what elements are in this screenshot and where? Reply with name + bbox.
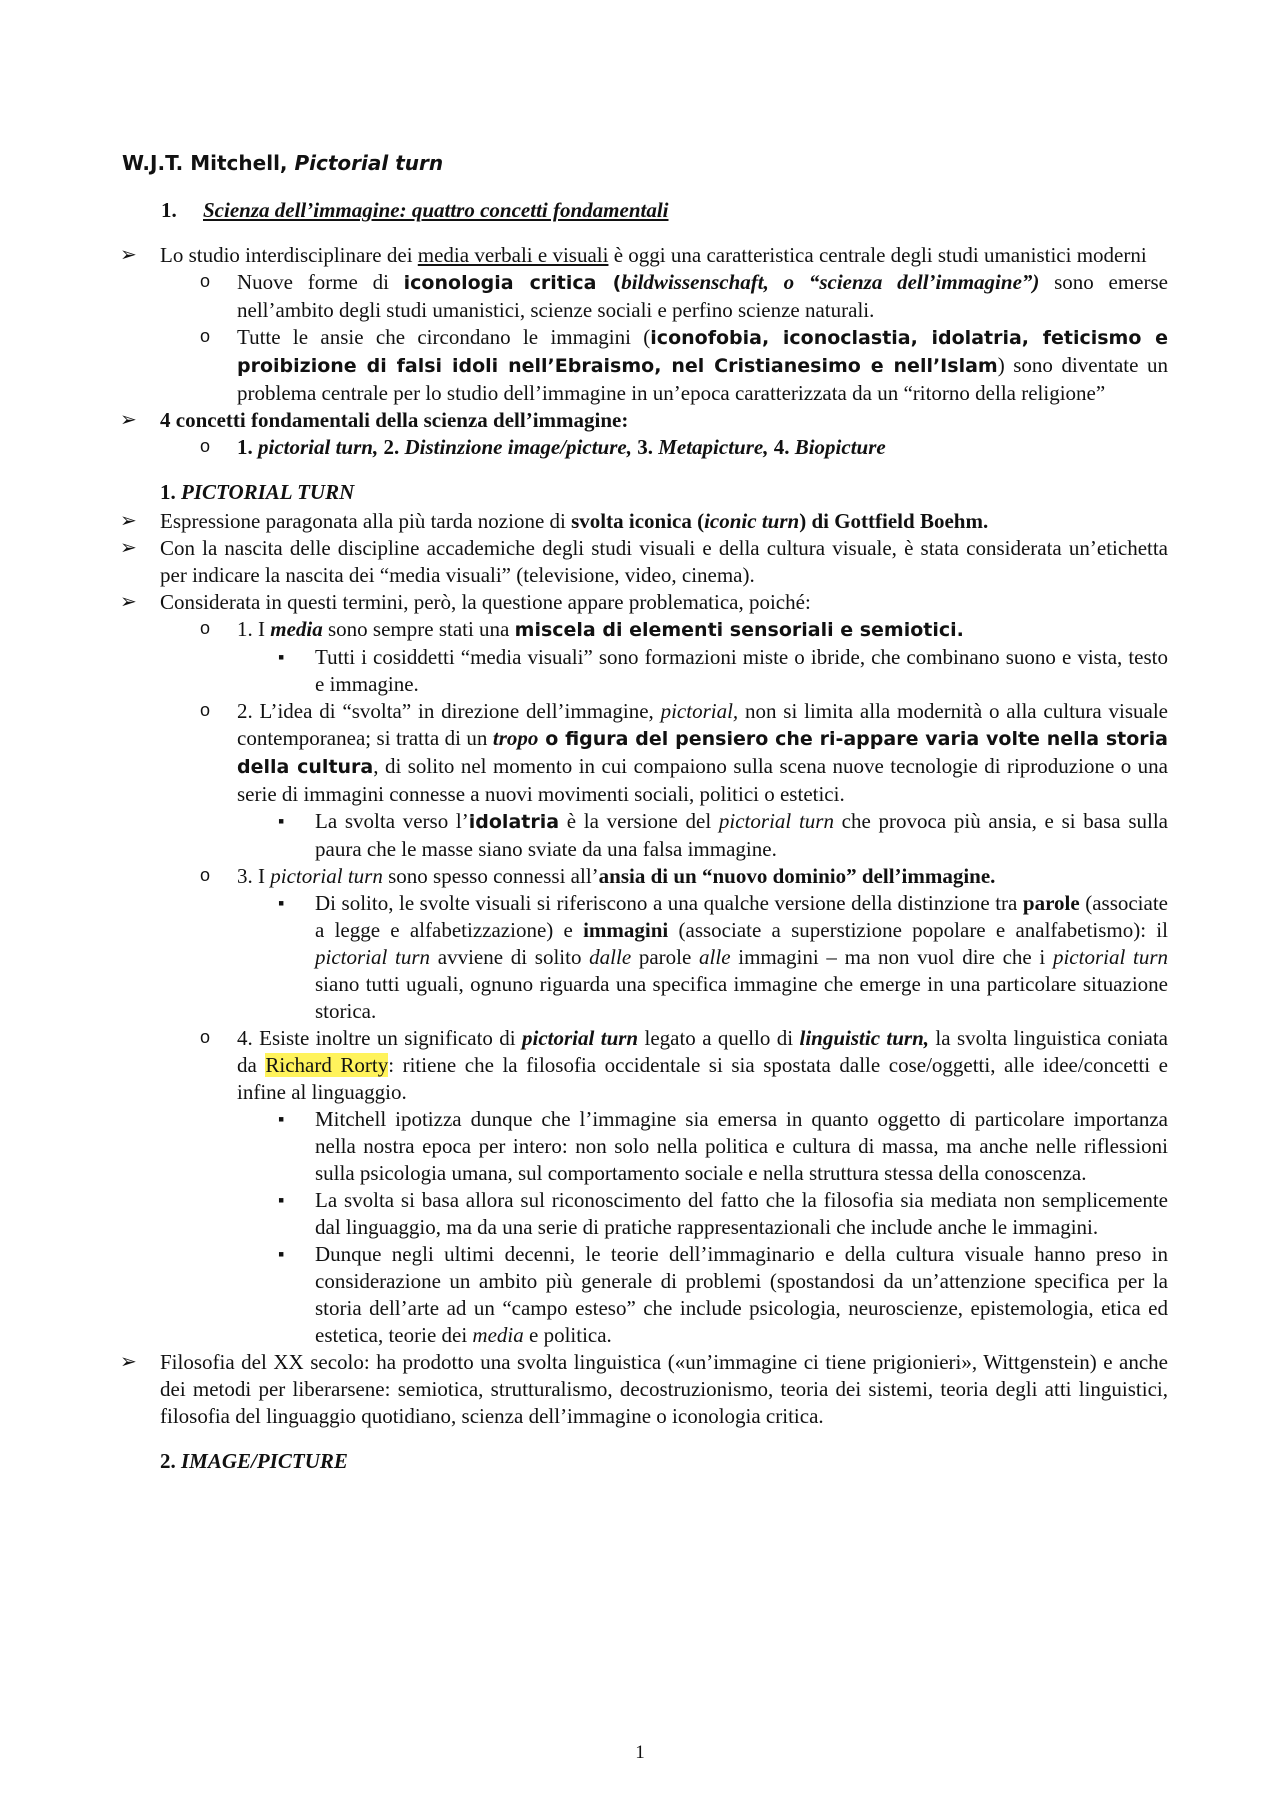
list-item: o Nuove forme di iconologia critica (bildwissenschaft, o “scienza dell’immagine”) sono emerse nell’ambito degli studi umanistici, scienze sociali e perfino scienze naturali. <box>160 269 1168 324</box>
list-item: ➢ Considerata in questi termini, però, la questione appare problematica, poiché: <box>120 589 1168 616</box>
list-item: o 1. I media sono sempre stati una miscela di elementi sensoriali e semiotici. <box>160 616 1168 644</box>
list-item: o 2. L’idea di “svolta” in direzione dell’immagine, pictorial, non si limita alla modernità o alla cultura visuale contemporanea; si tratta di un tropo o figura del pensiero che ri-appare varia volte nella storia della cultura, di solito nel momento in cui compaiono sulla scena nuove tecnologie di riproduzione o una serie di immagini connesse a nuovi movimenti sociali, politici o estetici. <box>160 698 1168 808</box>
list-item: ➢ Espressione paragonata alla più tarda nozione di svolta iconica (iconic turn) di Gottfield Boehm. <box>120 508 1168 535</box>
title-work: Pictorial turn <box>294 151 444 175</box>
list-item: o 3. I pictorial turn sono spesso connessi all’ansia di un “nuovo dominio” dell’immagine. <box>160 863 1168 890</box>
section-2-heading: 2. IMAGE/PICTURE <box>160 1449 348 1473</box>
pictorial-turn-heading: 1. PICTORIAL TURN <box>160 480 355 504</box>
section-1-number: 1. <box>161 198 177 222</box>
list-item: ➢ Con la nascita delle discipline accademiche degli studi visuali e della cultura visuale, è stata considerata un’etichetta per indicare la nascita dei “media visuali” (televisione, video, cinema). <box>120 535 1168 589</box>
title-author: W.J.T. Mitchell, <box>122 151 288 175</box>
highlighted-name: Richard Rorty <box>265 1053 389 1077</box>
list-item: ▪ Di solito, le svolte visuali si riferiscono a una qualche versione della distinzione tra parole (associate a legge e alfabetizzazione) e immagini (associate a superstizione popolare e analfabetismo): il pictorial turn avviene di solito dalle parole alle immagini – ma non vuol dire che i pictorial turn siano tutti uguali, ognuno riguarda una specifica immagine che emerge in una particolare situazione storica. <box>160 890 1168 1025</box>
page-number: 1 <box>635 1742 645 1763</box>
section-1-list <box>160 242 1168 461</box>
list-item: ▪ La svolta si basa allora sul riconoscimento del fatto che la filosofia sia mediata non semplicemente dal linguaggio, ma da una serie di pratiche rappresentazionali che include anche le immagini. <box>160 1187 1168 1241</box>
list-item: o 1. pictorial turn, 2. Distinzione image/picture, 3. Metapicture, 4. Biopicture <box>160 434 1168 461</box>
list-item: o 4. Esiste inoltre un significato di pictorial turn legato a quello di linguistic turn, la svolta linguistica coniata da Richard Rorty: ritiene che la filosofia occidentale si sia spostata dalle cose/oggetti, alle idee/concetti e infine al linguaggio. <box>160 1025 1168 1106</box>
list-item: ▪ Tutti i cosiddetti “media visuali” sono formazioni miste o ibride, che combinano suono e vista, testo e immagine. <box>160 644 1168 698</box>
document-title <box>122 150 1168 177</box>
list-item: ➢ Lo studio interdisciplinare dei media verbali e visuali è oggi una caratteristica centrale degli studi umanistici moderni <box>120 242 1168 269</box>
list-item: ▪ Mitchell ipotizza dunque che l’immagine sia emersa in quanto oggetto di particolare importanza nella nostra epoca per intero: non solo nella politica e cultura di massa, ma anche nelle riflessioni sulla psicologia umana, sul comportamento sociale e nella struttura stessa della conoscenza. <box>160 1106 1168 1187</box>
section-1-title: Scienza dell’immagine: quattro concetti fondamentali <box>203 198 669 222</box>
list-item: o Tutte le ansie che circondano le immagini (iconofobia, iconoclastia, idolatria, feticismo e proibizione di falsi idoli nell’Ebraismo, nel Cristianesimo e nell’Islam) sono diventate un problema centrale per lo studio dell’immagine in un’epoca caratterizzata da un “ritorno della religione” <box>160 324 1168 407</box>
section-1-heading <box>160 197 1168 224</box>
list-item: ➢ Filosofia del XX secolo: ha prodotto una svolta linguistica («un’immagine ci tiene prigionieri», Wittgenstein) e anche dei metodi per liberarsene: semiotica, strutturalismo, decostruzionismo, teoria dei sistemi, teoria degli atti linguistici, filosofia del linguaggio quotidiano, scienza dell’immagine o iconologia critica. <box>120 1349 1168 1430</box>
page-content <box>122 150 1169 1477</box>
list-item: ▪ Dunque negli ultimi decenni, le teorie dell’immaginario e della cultura visuale hanno preso in considerazione un ambito più generale di problemi (spostandosi da un’attenzione specifica per la storia dell’arte ad un “campo esteso” che include psicologia, neuroscienze, epistemologia, etica ed estetica, teorie dei media e politica. <box>160 1241 1168 1349</box>
pictorial-turn-list <box>160 508 1168 1430</box>
list-item: ➢ 4 concetti fondamentali della scienza dell’immagine: <box>120 407 1168 434</box>
list-item: ▪ La svolta verso l’idolatria è la versione del pictorial turn che provoca più ansia, e si basa sulla paura che le masse siano sviate da una falsa immagine. <box>160 808 1168 863</box>
